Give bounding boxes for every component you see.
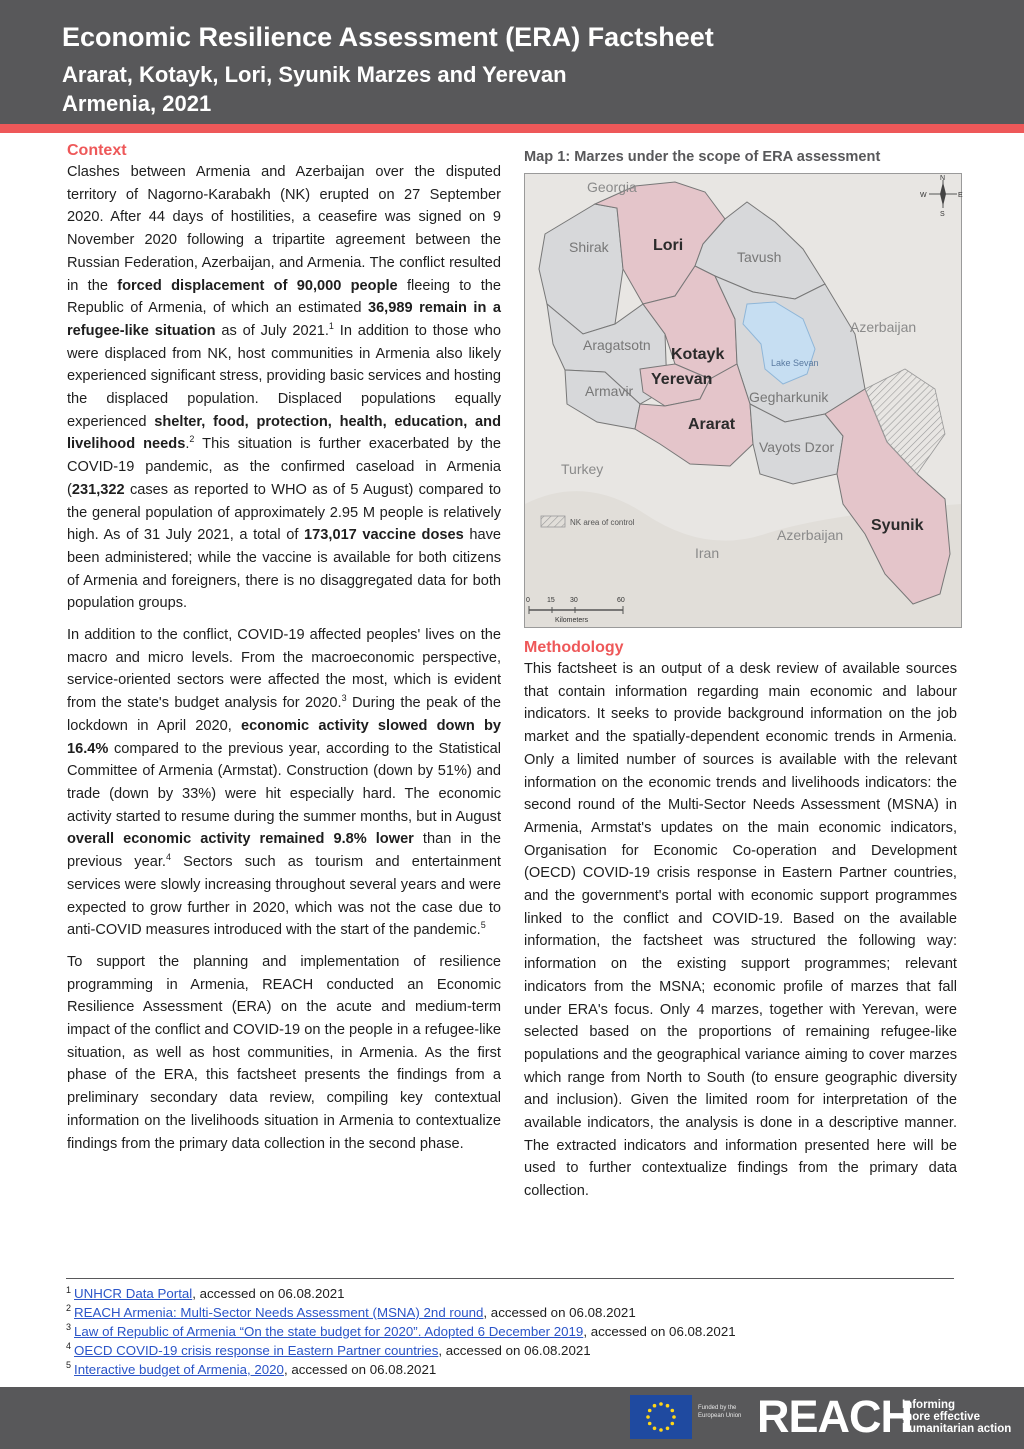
bold-run: 231,322 — [71, 481, 125, 498]
label-turkey: Turkey — [561, 461, 604, 477]
label-syunik: Syunik — [871, 517, 924, 534]
bold-run: 173,017 vaccine doses — [304, 527, 464, 544]
context-paragraph-2 — [67, 624, 501, 942]
footnote-link[interactable]: Law of Republic of Armenia “On the state budget for 2020”. Adopted 6 December 2019 — [74, 1323, 584, 1339]
footnote-2 — [66, 1304, 736, 1323]
bold-run: 36,989 remain in a refugee-like situation — [67, 300, 501, 339]
methodology-paragraph: This factsheet is an output of a desk review of available sources that contain information regarding main economic and labour indicators. It seeks to provide background information on the job market and the spatially-dependent economic trends in Armenia. Only a limited number of sources is available with the relevant information on the economic trends and livelihoods indicators: the second round of the Multi-Sector Needs Assessment (MSNA) in Armenia, Armstat's updates on the main economic indicators, Organisation for Economic Co-operation and Development (OECD) COVID-19 crisis response in Eastern Partner countries, and the government's portal with economic support programmes linked to the conflict and COVID-19. Based on the available information, the factsheet was structured the following way: information on the existing support programmes; relevant indicators from the MSNA; economic profile of marzes that fall under ERA's focus. Only 4 marzes, together with Yerevan, were selected based on the proportions of remaining refugee-like populations and the geographical variance aiming to cover marzes which range from North to South (to ensure geographic diversity and inclusion). Given the limited room for interpretation of the available indicators, the analysis is done in a descriptive manner. The extracted indicators and information presented here will be used to further contextualize findings from the primary data collection. — [524, 661, 957, 1200]
page-title: Economic Resilience Assessment (ERA) Factsheet — [62, 22, 714, 52]
footnote-link[interactable]: UNHCR Data Portal — [74, 1286, 193, 1301]
text-run: . — [185, 436, 190, 453]
footnote-number: 5 — [66, 1360, 72, 1371]
nk-legend-swatch — [541, 516, 565, 527]
reach-logo: REACH — [757, 1391, 913, 1442]
label-yerevan: Yerevan — [651, 371, 713, 388]
compass-w: W — [920, 192, 927, 199]
context-paragraph-1 — [67, 161, 501, 615]
text-run: fleeing to the Republic of Armenia, of which an estimated — [67, 277, 501, 317]
label-armavir: Armavir — [585, 383, 634, 399]
text-run: In addition to the conflict, COVID-19 affected peoples' lives on the macro and micro levels. From the macroeconomic perspective, service-oriented sectors were affected the most, which is evident from the state's budget analysis for 2020. — [67, 627, 501, 712]
label-georgia: Georgia — [587, 179, 637, 195]
bold-run: forced displacement of 90,000 people — [117, 277, 398, 294]
footnote-ref: 3 — [341, 693, 347, 704]
bold-run: economic activity slowed down by 16.4% — [67, 717, 501, 757]
methodology-heading: Methodology — [524, 639, 624, 656]
footnote-number: 2 — [66, 1303, 72, 1314]
footnote-text: , accessed on 06.08.2021 — [483, 1304, 636, 1320]
tagline-line: humanitarian action — [902, 1423, 1012, 1435]
text-run: than in the previous year. — [67, 831, 502, 871]
footnote-3 — [66, 1323, 736, 1342]
label-vayots-dzor: Vayots Dzor — [759, 439, 835, 455]
header-accent-bar — [0, 124, 1024, 133]
tagline-line: more effective — [902, 1411, 980, 1423]
bold-run: shelter, food, protection, health, education, and livelihood needs — [67, 413, 501, 453]
footnote-divider — [66, 1278, 954, 1279]
text-run: have been administered; while the vaccine is available for both citizens of Armenia and foreigners, there is no disaggregated data for both population groups. — [67, 527, 501, 612]
text-run: compared to the previous year, according to the Statistical Committee of Armenia (Armstat). Construction (down by 51%) and trade (down by 33%) were hit especially hard. The economic activity started to resume during the summer months, but in August — [67, 740, 501, 825]
text-run: as of July 2021. — [215, 322, 329, 339]
scale-label-0: 0 — [526, 597, 530, 604]
label-aragatsotn: Aragatsotn — [583, 337, 651, 353]
header-banner — [0, 0, 1024, 124]
page-subtitle-year: Armenia, 2021 — [62, 91, 212, 116]
footnote-text: , accessed on 06.08.2021 — [283, 1361, 437, 1377]
label-ararat: Ararat — [688, 416, 736, 433]
scale-label-30: 30 — [570, 597, 578, 604]
footnote-1 — [66, 1285, 736, 1304]
label-kotayk: Kotayk — [671, 346, 725, 363]
map-svg — [525, 174, 961, 627]
footnote-5 — [66, 1361, 736, 1380]
footnote-ref: 5 — [480, 920, 486, 931]
label-azerbaijan-s: Azerbaijan — [777, 527, 844, 543]
label-lake-sevan: Lake Sevan — [771, 358, 819, 368]
label-shirak: Shirak — [569, 239, 609, 255]
label-azerbaijan-ne: Azerbaijan — [850, 319, 917, 335]
label-iran: Iran — [695, 545, 720, 561]
text-run: Sectors such as tourism and entertainment services were slowly increasing throughout several years and were expected to grow further in 2020, which was not the case due to anti-COVID measures introduced with the start of the pandemic. — [67, 854, 501, 939]
footnote-link[interactable]: REACH Armenia: Multi-Sector Needs Assessment (MSNA) 2nd round — [74, 1304, 484, 1320]
footnote-ref: 1 — [328, 321, 334, 332]
label-gegharkunik: Gegharkunik — [749, 389, 829, 405]
context-column — [67, 161, 501, 1164]
context-paragraph-3: To support the planning and implementation of resilience programming in Armenia, REACH conducted an Economic Resilience Assessment (ERA) on the acute and medium-term impact of the conflict and COVID-19 on the people in a refugee-like situation, as well as host communities, in Armenia. As the first phase of the ERA, this factsheet presents the findings from a preliminary secondary data review, compiling key contextual information on the livelihoods situation in Armenia to contextualize findings from the primary data collection in the second phase. — [67, 953, 501, 1152]
eu-flag-logo — [630, 1395, 692, 1439]
page-subtitle: Ararat, Kotayk, Lori, Syunik Marzes and Yerevan — [62, 62, 567, 87]
footnotes — [66, 1285, 736, 1380]
eu-caption: Funded by the European Union — [698, 1405, 742, 1419]
text-run: cases as reported to WHO as of 5 August) compared to the general population of approximately 2.95 M people is relatively high. As of 31 July 2021, a total of — [67, 481, 501, 544]
text-run: In addition to those who were displaced from NK, host communities in Armenia also likely experienced significant stress, providing basic services and hosting the displaced population. Displaced populations equally experienced — [67, 322, 501, 430]
tagline-line: Informing — [902, 1399, 956, 1411]
eu-stars-icon — [630, 1395, 692, 1439]
scale-label-15: 15 — [547, 597, 555, 604]
footnote-link[interactable]: OECD COVID-19 crisis response in Eastern Partner countries — [74, 1342, 439, 1358]
text-run: Clashes between Armenia and Azerbaijan over the disputed territory of Nagorno-Karabakh (NK) erupted on 27 September 2020. After 44 days of hostilities, a ceasefire was signed on 9 November 2020 following a tripartite agreement between the Russian Federation, Azerbaijan, and Armenia. The conflict resulted in the — [67, 164, 501, 294]
context-heading: Context — [67, 142, 127, 159]
scale-label-60: 60 — [617, 597, 625, 604]
footnote-number: 4 — [66, 1341, 72, 1352]
reach-tagline — [902, 1399, 1012, 1435]
footnote-ref: 2 — [189, 434, 195, 445]
map-title: Map 1: Marzes under the scope of ERA assessment — [524, 149, 881, 165]
text-run: During the peak of the lockdown in April 2020, — [67, 695, 502, 734]
text-run: This situation is further exacerbated by the COVID-19 pandemic, as the confirmed caseload in Armenia ( — [67, 436, 501, 498]
compass-e: E — [958, 192, 963, 199]
footnote-link[interactable]: Interactive budget of Armenia, 2020 — [74, 1361, 284, 1377]
label-lori: Lori — [653, 237, 684, 254]
methodology-column — [524, 658, 957, 1212]
compass-n: N — [940, 175, 946, 182]
footnote-text: , accessed on 06.08.2021 — [438, 1342, 591, 1358]
footnote-ref: 4 — [165, 852, 171, 863]
footnote-text: , accessed on 06.08.2021 — [583, 1323, 736, 1339]
footnote-number: 1 — [66, 1284, 72, 1295]
footnote-number: 3 — [66, 1322, 72, 1333]
label-nk-legend: NK area of control — [570, 518, 635, 527]
footnote-4 — [66, 1342, 736, 1361]
scale-unit: Kilometers — [555, 617, 589, 624]
map-figure — [524, 173, 962, 628]
compass-s: S — [940, 211, 945, 218]
bold-run: overall economic activity remained 9.8% lower — [67, 831, 414, 848]
footnote-text: , accessed on 06.08.2021 — [192, 1286, 345, 1301]
label-tavush: Tavush — [737, 249, 782, 265]
